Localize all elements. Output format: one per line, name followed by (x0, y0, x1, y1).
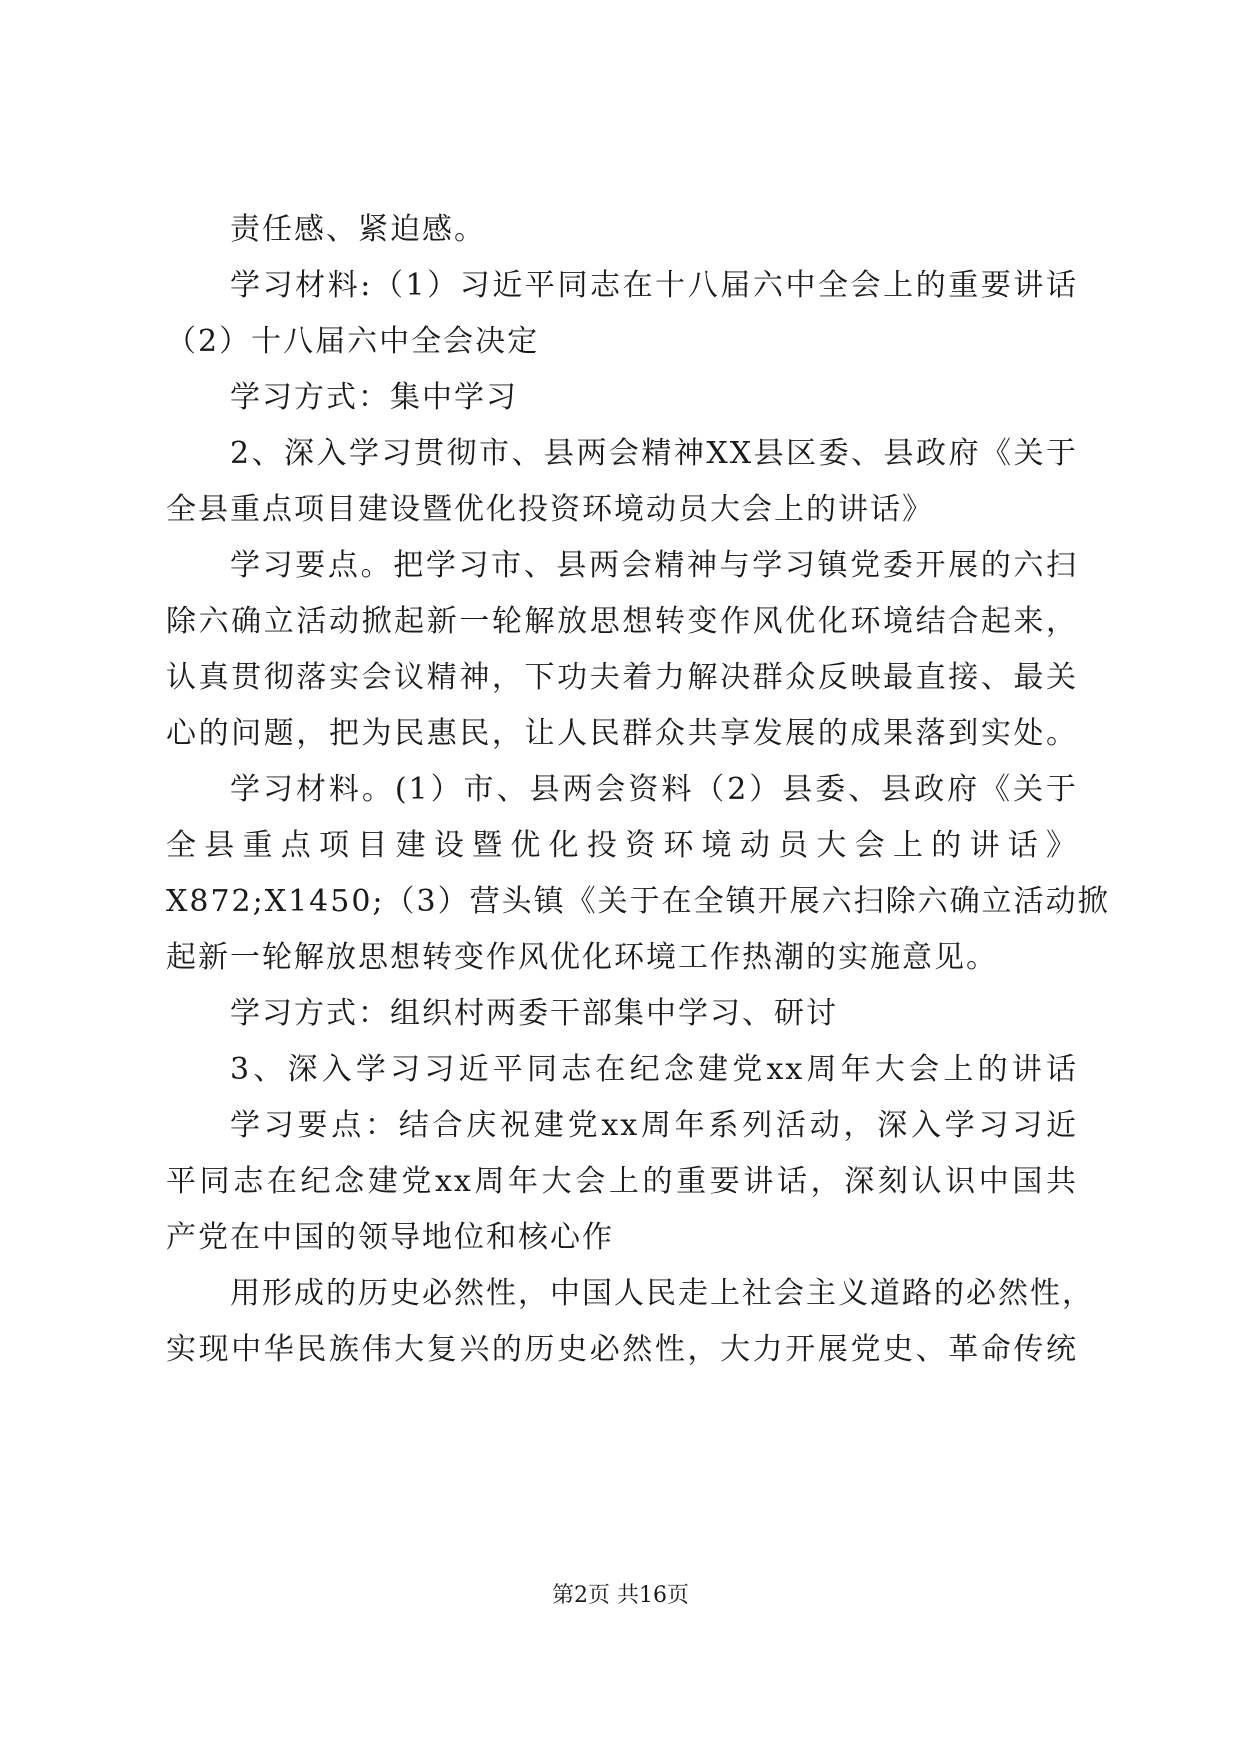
text-line-11: 学习材料。(1）市、县两会资料（2）县委、县政府《关于 (230, 772, 1078, 807)
text-line-5: 2、深入学习贯彻市、县两会精神XX县区委、县政府《关于 (230, 436, 1078, 471)
text-line-7: 学习要点。把学习市、县两会精神与学习镇党委开展的六扫 (230, 548, 1078, 583)
text-line-18: 平同志在纪念建党xx周年大会上的重要讲话，深刻认识中国共 (166, 1164, 1078, 1199)
text-line-1: 责任感、紧迫感。 (230, 212, 486, 247)
text-line-20: 用形成的历史必然性，中国人民走上社会主义道路的必然性， (230, 1276, 1094, 1311)
text-line-12: 全县重点项目建设暨优化投资环境动员大会上的讲话》 (166, 828, 1078, 863)
text-line-19: 产党在中国的领导地位和核心作 (166, 1220, 614, 1255)
text-line-15: 学习方式：组织村两委干部集中学习、研讨 (230, 996, 838, 1031)
text-line-13: X872;X1450;（3）营头镇《关于在全镇开展六扫除六确立活动掀 (166, 884, 1110, 919)
text-line-17: 学习要点：结合庆祝建党xx周年系列活动，深入学习习近 (230, 1108, 1078, 1143)
page-number-footer: 第2页 共16页 (552, 1583, 689, 1608)
text-line-2: 学习材料:（1）习近平同志在十八届六中全会上的重要讲话 (230, 268, 1078, 303)
text-line-8: 除六确立活动掀起新一轮解放思想转变作风优化环境结合起来， (166, 604, 1078, 639)
text-line-6: 全县重点项目建设暨优化投资环境动员大会上的讲话》 (166, 492, 934, 527)
text-line-14: 起新一轮解放思想转变作风优化环境工作热潮的实施意见。 (166, 940, 998, 975)
text-line-16: 3、深入学习习近平同志在纪念建党xx周年大会上的讲话 (230, 1052, 1078, 1087)
text-line-9: 认真贯彻落实会议精神，下功夫着力解决群众反映最直接、最关 (166, 660, 1078, 695)
text-line-4: 学习方式：集中学习 (230, 380, 518, 415)
text-line-3: （2）十八届六中全会决定 (166, 324, 540, 359)
text-line-21: 实现中华民族伟大复兴的历史必然性，大力开展党史、革命传统 (166, 1332, 1078, 1367)
text-line-10: 心的问题，把为民惠民，让人民群众共享发展的成果落到实处。 (166, 716, 1078, 751)
